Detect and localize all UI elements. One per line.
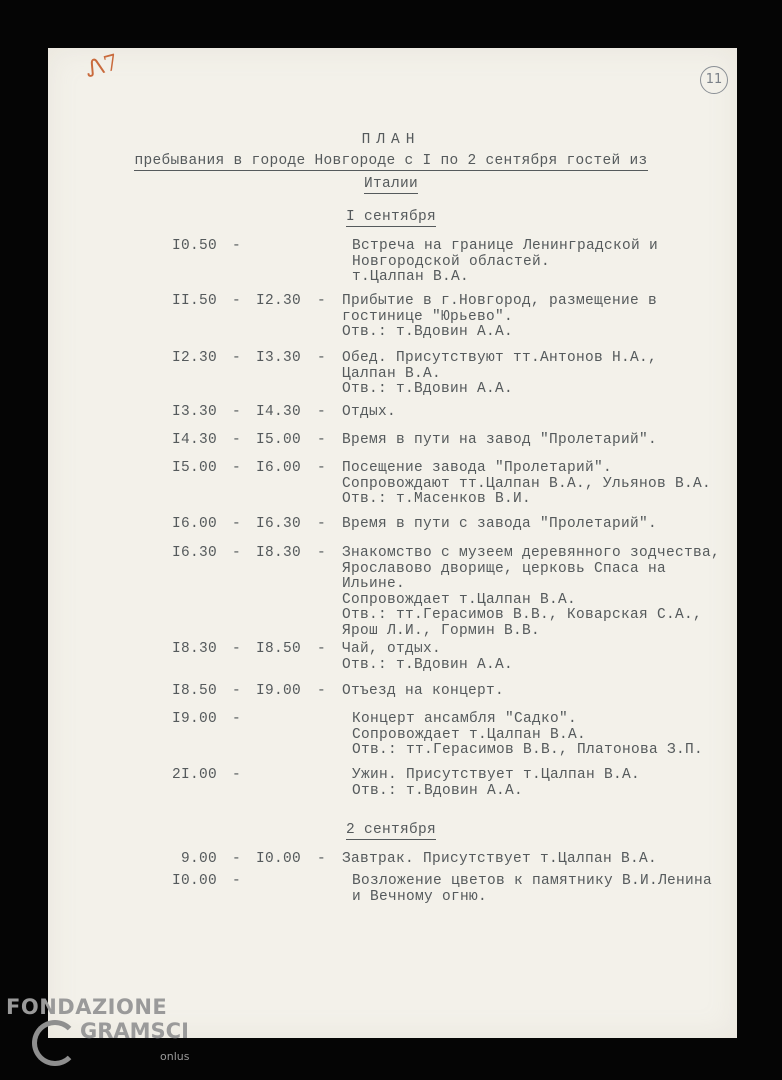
description-line: Время в пути на завод "Пролетарий". [342, 432, 658, 448]
activity-description [342, 294, 657, 341]
description-line: Сопровождают тт.Цалпан В.А., Ульянов В.А. [342, 475, 712, 492]
day2-heading: 2 сентября [345, 822, 436, 838]
start-time: I8.30 [172, 641, 218, 657]
end-time: I8.50 [256, 641, 302, 657]
start-time: I0.00 [172, 873, 218, 889]
watermark-suffix: onlus [160, 1050, 190, 1063]
activity-description [342, 684, 504, 700]
end-time: I3.30 [256, 350, 302, 366]
dash: - [232, 683, 242, 699]
description-line: Отдых. [342, 404, 397, 420]
dash: - [317, 851, 327, 867]
end-time: I6.00 [256, 460, 302, 476]
start-time: I6.30 [172, 545, 218, 561]
dash: - [232, 711, 242, 727]
start-time: I3.30 [172, 404, 218, 420]
start-time: I8.50 [172, 683, 218, 699]
activity-description [342, 461, 711, 508]
description-line: Отв.: т.Масенков В.И. [342, 491, 532, 507]
description-line: Сопровождает т.Цалпан В.А. [342, 591, 577, 608]
handwritten-mark: Ꮑ7 [83, 50, 122, 83]
dash: - [232, 516, 242, 532]
description-line: гостинице "Юрьево". [342, 308, 514, 325]
dash: - [232, 238, 242, 254]
description-line: Ильине. [342, 576, 406, 592]
description-line: Ярославово дворище, церковь Спаса на [342, 560, 667, 577]
description-line: Отв.: т.Вдовин А.А. [342, 656, 514, 673]
watermark-logo: FONDAZIONE [6, 995, 168, 1019]
dash: - [232, 851, 242, 867]
watermark-g-icon [32, 1020, 78, 1066]
dash: - [317, 350, 327, 366]
end-time: I2.30 [256, 293, 302, 309]
end-time: I9.00 [256, 683, 302, 699]
description-line: Ярош Л.И., Гормин В.В. [342, 622, 541, 639]
activity-description [342, 405, 396, 421]
description-line: Отв.: т.Вдовин А.А. [352, 782, 524, 799]
dash: - [232, 350, 242, 366]
description-line: Чай, отдых. [342, 641, 442, 657]
description-line: Время в пути с завода "Пролетарий". [342, 516, 658, 532]
description-line: Обед. Присутствуют тт.Антонов Н.А., [342, 350, 658, 366]
end-time: I6.30 [256, 516, 302, 532]
start-time: I5.00 [172, 460, 218, 476]
activity-description [342, 546, 720, 639]
dash: - [317, 641, 327, 657]
dash: - [232, 293, 242, 309]
dash: - [232, 873, 242, 889]
description-line: Цалпан В.А. [342, 365, 442, 382]
description-line: Отв.: т.Вдовин А.А. [342, 381, 514, 397]
end-time: I0.00 [256, 851, 302, 867]
description-line: и Вечному огню. [352, 888, 488, 905]
end-time: I5.00 [256, 432, 302, 448]
page-number: 11 [700, 66, 728, 94]
dash: - [232, 460, 242, 476]
activity-description [352, 768, 640, 799]
description-line: Завтрак. Присутствует т.Цалпан В.А. [342, 851, 658, 867]
description-line: Новгородской областей. [352, 253, 551, 270]
document-subtitle: пребывания в городе Новгороде с I по 2 сентября гостей из [134, 153, 648, 169]
start-time: I2.30 [172, 350, 218, 366]
description-line: Сопровождает т.Цалпан В.А. [352, 726, 587, 743]
start-time: I4.30 [172, 432, 218, 448]
activity-description [342, 433, 657, 449]
description-line: Отв.: тт.Герасимов В.В., Коварская С.А., [342, 607, 703, 623]
end-time: I8.30 [256, 545, 302, 561]
dash: - [317, 293, 327, 309]
dash: - [232, 432, 242, 448]
description-line: т.Цалпан В.А. [352, 269, 470, 285]
dash: - [232, 404, 242, 420]
description-line: Знакомство с музеем деревянного зодчества, [342, 545, 721, 561]
dash: - [232, 767, 242, 783]
description-line: Отъезд на концерт. [342, 683, 505, 699]
start-time: II.50 [172, 293, 218, 309]
document-title: ПЛАН [361, 132, 421, 148]
day1-heading: I сентября [345, 209, 436, 225]
activity-description [342, 852, 657, 868]
description-line: Посещение завода "Пролетарий". [342, 460, 613, 476]
activity-description [352, 874, 712, 905]
watermark-logo-line2: GRAMSCI [80, 1019, 189, 1043]
start-time: I9.00 [172, 711, 218, 727]
dash: - [317, 404, 327, 420]
activity-description [352, 239, 658, 286]
end-time: I4.30 [256, 404, 302, 420]
dash: - [317, 432, 327, 448]
start-time: I6.00 [172, 516, 218, 532]
description-line: Отв.: т.Вдовин А.А. [342, 324, 514, 340]
activity-description [352, 712, 703, 759]
description-line: Концерт ансамбля "Садко". [352, 711, 578, 727]
description-line: Ужин. Присутствует т.Цалпан В.А. [352, 767, 641, 783]
description-line: Возложение цветов к памятнику В.И.Ленина [352, 873, 713, 889]
start-time: 9.00 [181, 851, 218, 867]
dash: - [232, 545, 242, 561]
start-time: I0.50 [172, 238, 218, 254]
dash: - [317, 460, 327, 476]
description-line: Встреча на границе Ленинградской и [352, 238, 659, 254]
description-line: Прибытие в г.Новгород, размещение в [342, 293, 658, 309]
description-line: Отв.: тт.Герасимов В.В., Платонова З.П. [352, 742, 704, 758]
dash: - [317, 683, 327, 699]
dash: - [317, 545, 327, 561]
activity-description [342, 351, 657, 398]
start-time: 2I.00 [172, 767, 218, 783]
dash: - [232, 641, 242, 657]
dash: - [317, 516, 327, 532]
activity-description [342, 642, 513, 673]
document-subtitle-cont: Италии [363, 176, 418, 192]
activity-description [342, 517, 657, 533]
